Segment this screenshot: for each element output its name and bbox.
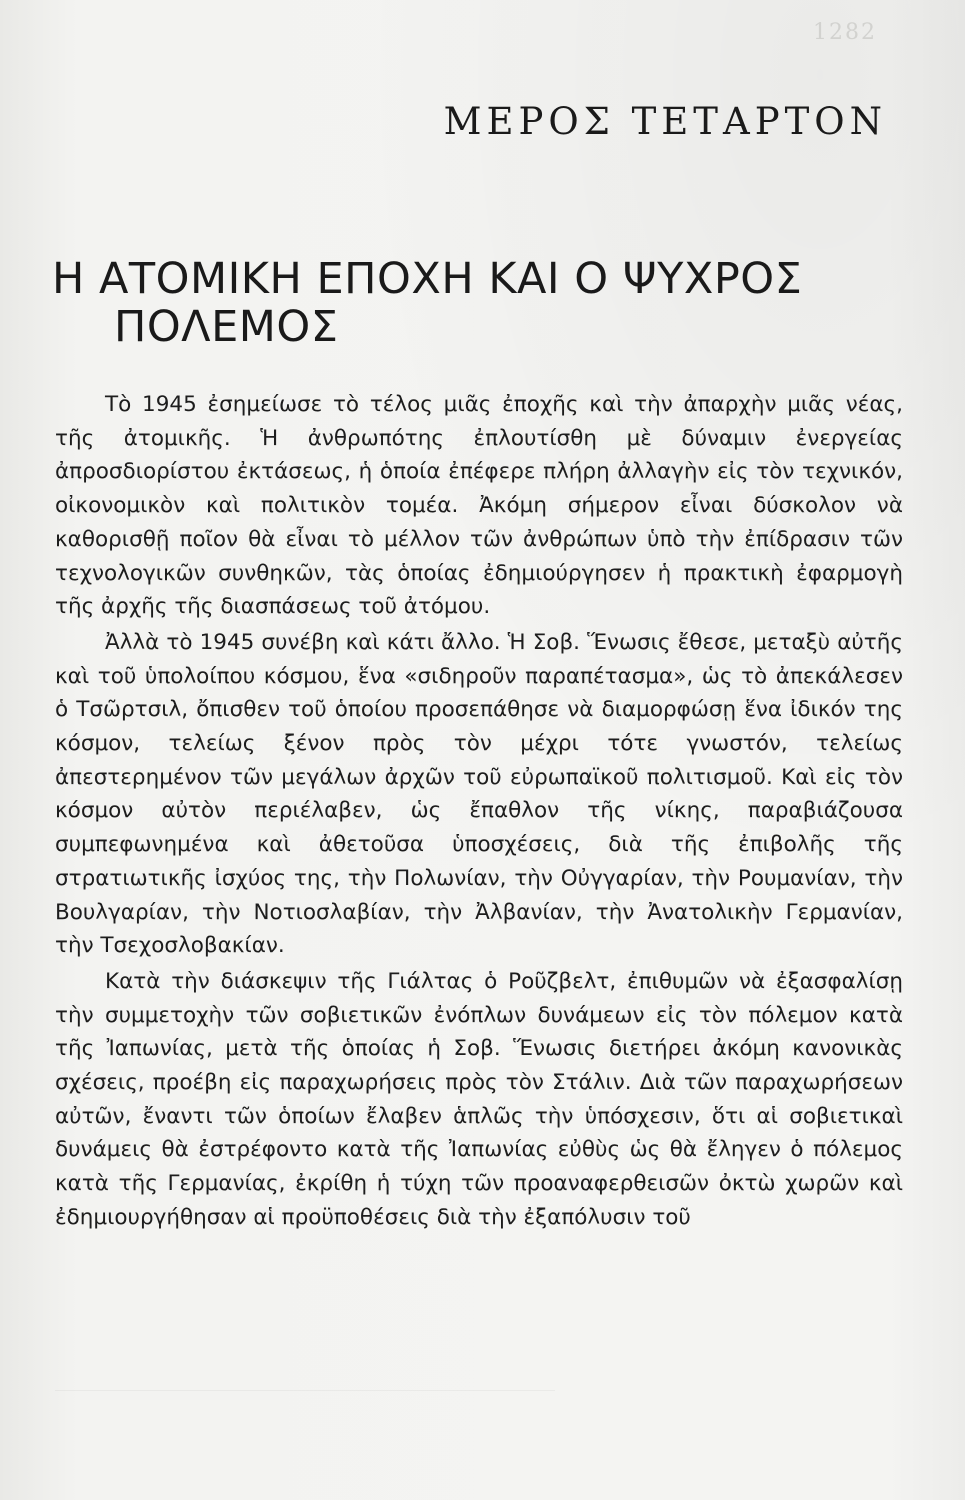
chapter-title — [52, 255, 912, 351]
part-heading: ΜΕΡΟΣ ΤΕΤΑΡΤΟΝ — [443, 100, 887, 143]
chapter-title-line-1: Η ΑΤΟΜΙΚΗ ΕΠΟΧΗ ΚΑΙ Ο ΨΥΧΡΟΣ — [52, 254, 803, 304]
chapter-title-line-2: ΠΟΛΕΜΟΣ — [114, 302, 339, 352]
paragraph-2: Ἀλλὰ τὸ 1945 συνέβη καὶ κάτι ἄλλο. Ἡ Σοβ. Ἕνωσις ἔθεσε, μεταξὺ αὐτῆς καὶ τοῦ ὑπολοίπου κόσμου, ἕνα «σιδηροῦν παραπέτασμα», ὡς τὸ ἀπεκάλεσεν ὁ Τσῶρτσιλ, ὄπισθεν τοῦ ὁποίου προσεπάθησε νὰ διαμορφώσῃ ἕνα ἰδικόν της κόσμον, τελείως ξένον πρὸς τὸν μέχρι τότε γνωστόν, τελείως ἀπεστερημένον τῶν μεγάλων ἀρχῶν τοῦ εὐρωπαϊκοῦ πολιτισμοῦ. Καὶ εἰς τὸν κόσμον αὐτὸν περιέλαβεν, ὡς ἔπαθλον τῆς νίκης, παραβιάζουσα συμπεφωνημένα καὶ ἀθετοῦσα ὑποσχέσεις, διὰ τῆς ἐπιβολῆς τῆς στρατιωτικῆς ἰσχύος της, τὴν Πολωνίαν, τὴν Οὐγγαρίαν, τὴν Ρουμανίαν, τὴν Βουλγαρίαν, τὴν Νοτιοσλαβίαν, τὴν Ἀλβανίαν, τὴν Ἀνατολικὴν Γερμανίαν, τὴν Τσεχοσλοβακίαν. — [55, 629, 903, 959]
body-text — [55, 388, 903, 1235]
paragraph-3: Κατὰ τὴν διάσκεψιν τῆς Γιάλτας ὁ Ροῦζβελτ, ἐπιθυμῶν νὰ ἐξασφαλίσῃ τὴν συμμετοχὴν τῶν σοβιετικῶν ἐνόπλων δυνάμεων εἰς τὸν πόλεμον κατὰ τῆς Ἰαπωνίας, μετὰ τῆς ὁποίας ἡ Σοβ. Ἕνωσις διετήρει ἀκόμη κανονικὰς σχέσεις, προέβη εἰς παραχωρήσεις πρὸς τὸν Στάλιν. Διὰ τῶν παραχωρήσεων αὐτῶν, ἔναντι τῶν ὁποίων ἔλαβεν ἁπλῶς τὴν ὑπόσχεσιν, ὅτι αἱ σοβιετικαὶ δυνάμεις θὰ ἐστρέφοντο κατὰ τῆς Ἰαπωνίας εὐθὺς ὡς θὰ ἔληγεν ὁ πόλεμος κατὰ τῆς Γερμανίας, ἐκρίθη ἡ τύχη τῶν προαναφερθεισῶν ὀκτὼ χωρῶν καὶ ἐδημιουργήθησαν αἱ προϋποθέσεις διὰ τὴν ἐξαπόλυσιν τοῦ — [55, 968, 903, 1230]
bleed-through-shadow — [55, 1390, 555, 1391]
page-number: 1282 — [813, 20, 877, 45]
paragraph-1: Τὸ 1945 ἐσημείωσε τὸ τέλος μιᾶς ἐποχῆς καὶ τὴν ἀπαρχὴν μιᾶς νέας, τῆς ἀτομικῆς. Ἡ ἀνθρωπότης ἐπλουτίσθη μὲ δύναμιν ἐνεργείας ἀπροσδιορίστου ἐκτάσεως, ἡ ὁποία ἐπέφερε πλήρη ἀλλαγὴν εἰς τὸν τεχνικόν, οἰκονομικὸν καὶ πολιτικὸν τομέα. Ἀκόμη σήμερον εἶναι δύσκολον νὰ καθορισθῇ ποῖον θὰ εἶναι τὸ μέλλον τῶν ἀνθρώπων ὑπὸ τὴν ἐπίδρασιν τῶν τεχνολογικῶν συνθηκῶν, τὰς ὁποίας ἐδημιούργησεν ἡ πρακτικὴ ἐφαρμογὴ τῆς ἀρχῆς τῆς διασπάσεως τοῦ ἀτόμου. — [55, 392, 903, 620]
